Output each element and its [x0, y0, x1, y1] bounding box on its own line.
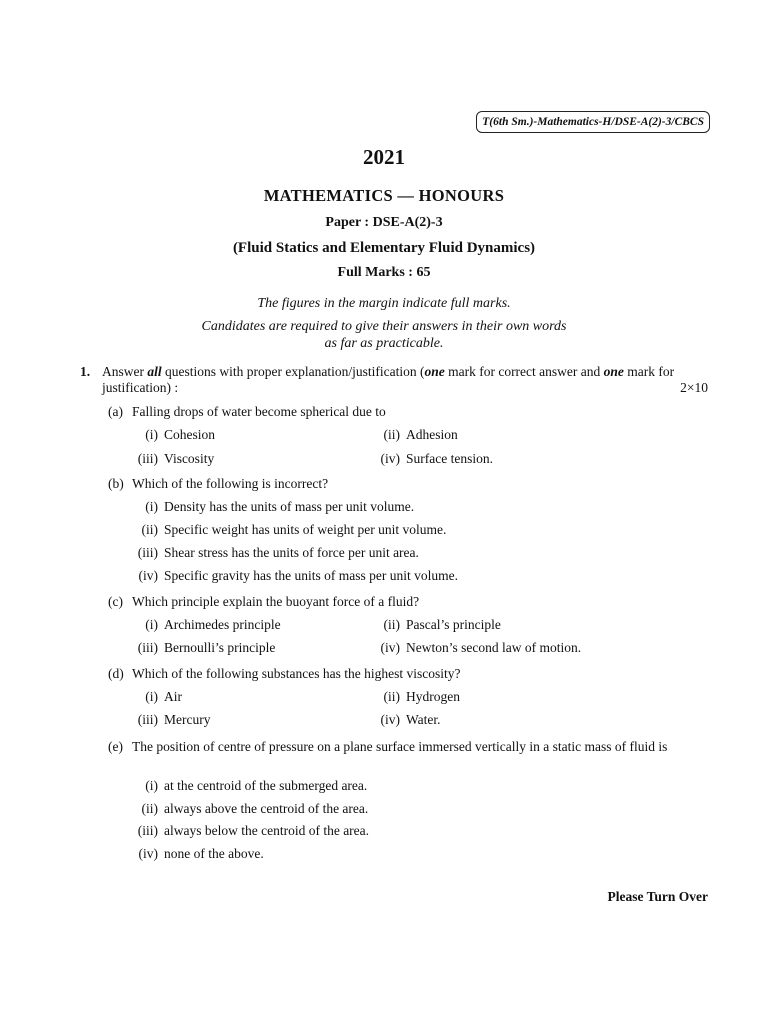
- option-roman: (iii): [137, 823, 158, 838]
- option: [132, 689, 182, 705]
- instruction-line-2: as far as practicable.: [324, 336, 444, 351]
- option: [132, 801, 368, 817]
- option: [132, 778, 367, 794]
- option: [132, 522, 446, 538]
- option-text: always above the centroid of the area.: [164, 801, 369, 816]
- paper-code: Paper : DSE-A(2)-3: [325, 215, 443, 230]
- option-text: Pascal’s principle: [406, 617, 501, 632]
- option: [132, 451, 214, 467]
- part-question: Which principle explain the buoyant force of a fluid?: [132, 594, 420, 609]
- part-label: (a): [108, 404, 123, 419]
- q1-emph-all: all: [147, 364, 162, 379]
- part-e: [108, 739, 708, 755]
- option-text: Shear stress has the units of force per unit area.: [164, 545, 419, 560]
- question-1: [80, 364, 708, 396]
- option: [374, 689, 460, 705]
- part-question: The position of centre of pressure on a plane surface immersed vertically in a static mass of fluid is: [132, 739, 668, 754]
- exam-year: 2021: [363, 145, 405, 169]
- option-text: Archimedes principle: [164, 617, 281, 632]
- option: [374, 617, 501, 633]
- option: [132, 499, 414, 515]
- option-roman: (i): [145, 427, 158, 442]
- question-1-text: [102, 364, 708, 396]
- q1-text-part: questions with proper explanation/justification (: [161, 364, 425, 379]
- option-text: none of the above.: [164, 846, 264, 861]
- q1-text-part: Answer: [102, 364, 148, 379]
- option: [132, 712, 210, 728]
- option-roman: (ii): [383, 427, 400, 442]
- option: [132, 545, 419, 561]
- option-text: Surface tension.: [406, 451, 493, 466]
- option-text: Water.: [406, 712, 441, 727]
- please-turn-over: Please Turn Over: [607, 889, 708, 904]
- part-label: (e): [108, 739, 123, 754]
- instruction-line-1: Candidates are required to give their answers in their own words: [201, 319, 567, 334]
- q1-emph-one: one: [603, 364, 624, 379]
- option-text: Adhesion: [406, 427, 458, 442]
- paper-code-box: T(6th Sm.)-Mathematics-H/DSE-A(2)-3/CBCS: [476, 111, 710, 133]
- instruction-margin: The figures in the margin indicate full marks.: [257, 296, 511, 311]
- option-roman: (iii): [137, 545, 158, 560]
- option: [132, 640, 275, 656]
- q1-text-part: mark for correct answer and: [444, 364, 604, 379]
- option-roman: (ii): [141, 801, 158, 816]
- option-roman: (ii): [383, 689, 400, 704]
- option-text: Air: [164, 689, 182, 704]
- option-text: Density has the units of mass per unit volume.: [164, 499, 415, 514]
- part-question: Which of the following substances has the highest viscosity?: [132, 666, 461, 681]
- option-roman: (iii): [137, 640, 158, 655]
- option: [374, 712, 441, 728]
- option-roman: (iv): [138, 846, 158, 861]
- option-roman: (iv): [380, 451, 400, 466]
- part-b: [108, 476, 708, 492]
- option: [132, 568, 458, 584]
- part-label: (d): [108, 666, 124, 681]
- option-roman: (i): [145, 778, 158, 793]
- part-a: [108, 404, 708, 420]
- option-text: Specific gravity has the units of mass per unit volume.: [164, 568, 458, 583]
- option-text: Bernoulli’s principle: [164, 640, 276, 655]
- option: [374, 427, 458, 443]
- q1-text-part: mark for justification) :: [102, 364, 675, 395]
- part-question: Falling drops of water become spherical due to: [132, 404, 386, 419]
- option-text: Newton’s second law of motion.: [406, 640, 582, 655]
- option-text: Viscosity: [164, 451, 215, 466]
- option-roman: (iii): [137, 712, 158, 727]
- part-c: [108, 594, 708, 610]
- question-number: 1.: [80, 364, 91, 379]
- option: [132, 846, 264, 862]
- q1-emph-one: one: [424, 364, 445, 379]
- part-question: Which of the following is incorrect?: [132, 476, 329, 491]
- option: [374, 640, 581, 656]
- instruction-own-words: [0, 318, 768, 352]
- question-1-marks: 2×10: [680, 380, 708, 395]
- option-text: Hydrogen: [406, 689, 460, 704]
- option: [132, 427, 215, 443]
- part-label: (b): [108, 476, 124, 491]
- full-marks: Full Marks : 65: [337, 265, 431, 280]
- part-label: (c): [108, 594, 123, 609]
- part-d: [108, 666, 708, 682]
- option: [132, 617, 281, 633]
- option-roman: (ii): [141, 522, 158, 537]
- option-text: Specific weight has units of weight per unit volume.: [164, 522, 447, 537]
- option-roman: (iv): [138, 568, 158, 583]
- option-roman: (i): [145, 499, 158, 514]
- subject-title: MATHEMATICS — HONOURS: [263, 186, 505, 205]
- option-text: Cohesion: [164, 427, 216, 442]
- option-text: always below the centroid of the area.: [164, 823, 370, 838]
- option-text: Mercury: [164, 712, 211, 727]
- option-roman: (iv): [380, 712, 400, 727]
- option-roman: (ii): [383, 617, 400, 632]
- option: [374, 451, 493, 467]
- option-text: at the centroid of the submerged area.: [164, 778, 368, 793]
- option: [132, 823, 369, 839]
- option-roman: (iv): [380, 640, 400, 655]
- option-roman: (i): [145, 689, 158, 704]
- option-roman: (i): [145, 617, 158, 632]
- paper-topic: (Fluid Statics and Elementary Fluid Dynamics): [232, 240, 536, 256]
- option-roman: (iii): [137, 451, 158, 466]
